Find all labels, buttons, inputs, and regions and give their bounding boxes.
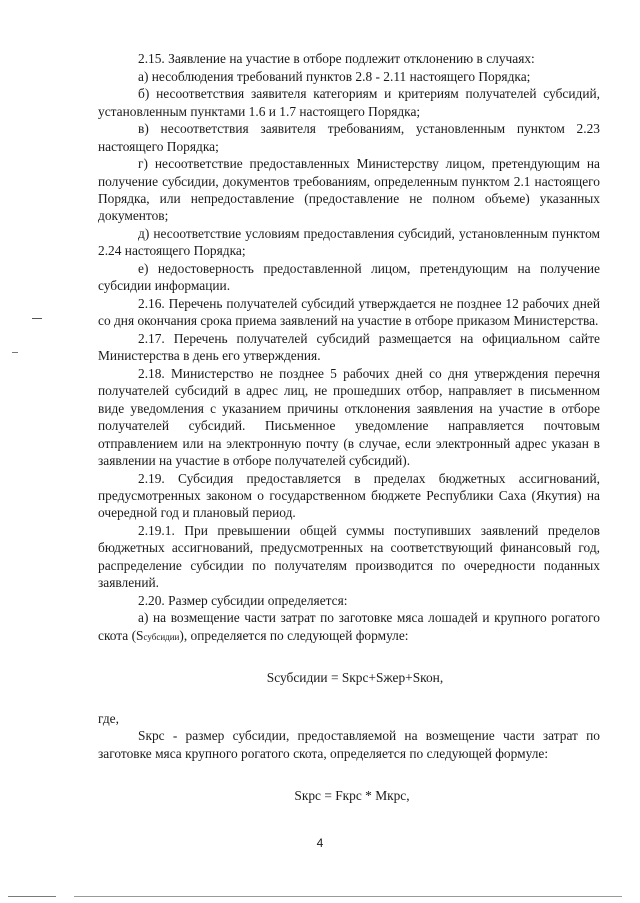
page-number: 4: [316, 836, 324, 850]
margin-mark: [12, 352, 18, 353]
paragraph-2-19: 2.19. Субсидия предоставляется в пределах бюджетных ассигнований, предусмотренных законом о государственном бюджете Республики Саха (Якутия) на очередной год и плановый период.: [98, 470, 600, 521]
paragraph-2-20-a-text: а) на возмещение части затрат по заготовке мяса лошадей и крупного рогатого скота (S: [98, 610, 600, 643]
paragraph-2-15-b: б) несоответствия заявителя категориям и критериям получателей субсидий, установленным пунктами 1.6 и 1.7 настоящего Порядка;: [98, 86, 600, 119]
paragraph-2-20-a: [98, 609, 600, 646]
paragraph-2-15-g: г) несоответствие предоставленных Министерству лицом, претендующим на получение субсидии, документов требованиям, определенным пунктом 2.1 настоящего Порядка, или непредоставление (предоставление не полном объеме) указанных документов;: [98, 156, 600, 224]
footer-rule: [74, 896, 622, 897]
formula-skrs: Sкрс = Fкрс * Mкрс,: [294, 788, 410, 804]
paragraph-2-15: 2.15. Заявление на участие в отборе подлежит отклонению в случаях:: [138, 51, 535, 66]
formula-subsidy-total: Sсубсидии = Sкрс+Sжер+Sкон,: [266, 670, 444, 686]
paragraph-2-19-1: 2.19.1. При превышении общей суммы поступивших заявлений пределов бюджетных ассигнований, предусмотренных на соответствующий финансовый год, распределение субсидии по получателям производится по очередности поданных заявлений.: [98, 523, 600, 591]
paragraph-2-15-a: а) несоблюдения требований пунктов 2.8 - 2.11 настоящего Порядка;: [138, 68, 531, 84]
footer-rule: [8, 896, 56, 897]
document-body: [98, 50, 600, 804]
paragraph-2-20-a-tail: ), определяется по следующей формуле:: [179, 627, 409, 643]
paragraph-2-20: 2.20. Размер субсидии определяется:: [138, 592, 348, 608]
paragraph-2-15-v: в) несоответствия заявителя требованиям, установленным пунктом 2.23 настоящего Порядка;: [98, 121, 600, 154]
paragraph-2-16: 2.16. Перечень получателей субсидий утверждается не позднее 12 рабочих дней со дня окончания срока приема заявлений на участие в отборе приказом Министерства.: [98, 296, 600, 329]
where-label: где,: [98, 710, 119, 726]
margin-mark: [32, 318, 42, 319]
paragraph-2-18: 2.18. Министерство не позднее 5 рабочих дней со дня утверждения перечня получателей субсидий в адрес лиц, не прошедших отбор, направляет в письменном виде уведомления с указанием причины отклонения заявления на участие в отборе получателей субсидий. Письменное уведомление направляется почтовым отправлением или на электронную почту (в случае, если электронный адрес указан в заявлении на участие в отборе получателей субсидий).: [98, 366, 600, 469]
paragraph-2-15-d: д) несоответствие условиям предоставления субсидий, установленным пунктом 2.24 настоящего Порядка;: [98, 226, 600, 259]
paragraph-2-17: 2.17. Перечень получателей субсидий размещается на официальном сайте Министерства в день его утверждения.: [98, 331, 600, 364]
subsidy-subscript: субсидии: [143, 631, 180, 642]
skrs-definition: Sкрс - размер субсидии, предоставляемой на возмещение части затрат по заготовке мяса крупного рогатого скота, определяется по следующей формуле:: [98, 728, 600, 761]
paragraph-2-15-e: е) недостоверность предоставленной лицом, претендующим на получение субсидии информации.: [98, 261, 600, 294]
